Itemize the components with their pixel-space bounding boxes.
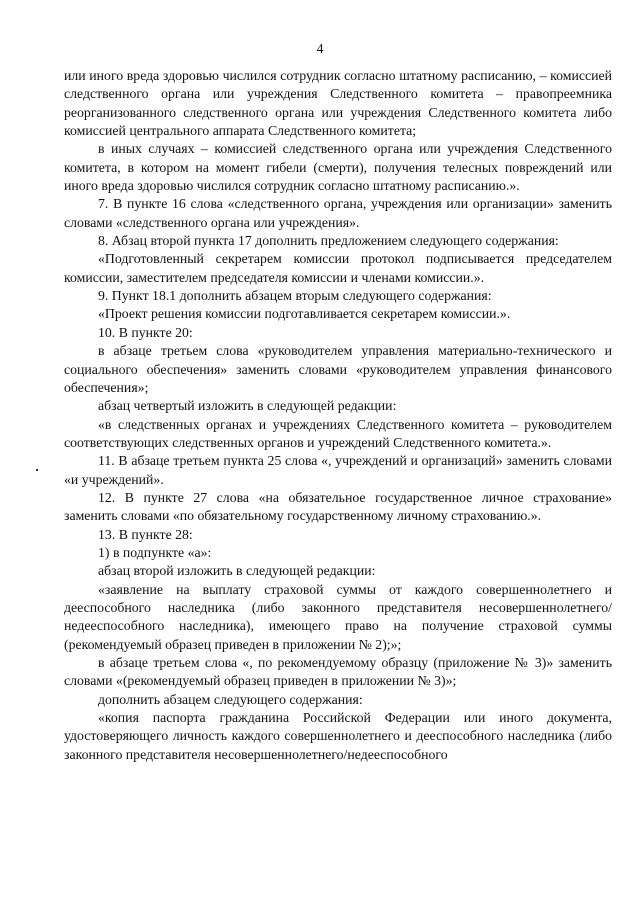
- paragraph-13: 12. В пункте 27 слова «на обязательное государственное личное страхование» заменить словами «по обязательному государственному личному страхованию.».: [64, 489, 612, 524]
- paragraph-3: 7. В пункте 16 слова «следственного органа, учреждения или организации» заменить словами «следственного органа или учреждения».: [64, 196, 612, 230]
- paragraph-17: «заявление на выплату страховой суммы от каждого совершеннолетнего и дееспособного наследника (либо законного представителя несовершеннолетнего/недееспособного наследника), имеющего право на получение страховой суммы (рекомендуемый образец приведен в приложении № 2);»;: [64, 581, 612, 652]
- paragraph-9: в абзаце третьем слова «руководителем управления материально-технического и социального обеспечения» заменить словами «руководителем управления финансового обеспечения»;: [64, 343, 612, 395]
- scan-speck: [36, 469, 38, 471]
- paragraph-15: 1) в подпункте «а»:: [98, 544, 212, 560]
- document-body: [64, 67, 612, 764]
- paragraph-16: абзац второй изложить в следующей редакции:: [98, 563, 376, 579]
- paragraph-11: «в следственных органах и учреждениях Следственного комитета – руководителем соответствующих следственных органов и учреждений Следственного комитета.».: [64, 416, 612, 450]
- paragraph-18: в абзаце третьем слова «, по рекомендуемому образцу (приложение № 3)» заменить словами «(рекомендуемый образец приведен в приложении № 3)»;: [64, 655, 612, 689]
- paragraph-2: в иных случаях – комиссией следственного органа или учреждения Следственного комитета, в котором на момент гибели (смерти), получения телесных повреждений или иного вреда здоровью числился сотрудник согласно штатному расписанию.».: [64, 141, 612, 194]
- paragraph-8: 10. В пункте 20:: [98, 324, 193, 340]
- paragraph-4: 8. Абзац второй пункта 17 дополнить предложением следующего содержания:: [98, 233, 559, 249]
- paragraph-10: абзац четвертый изложить в следующей редакции:: [98, 398, 397, 414]
- paragraph-14: 13. В пункте 28:: [98, 526, 193, 542]
- page-number: 4: [316, 42, 324, 57]
- paragraph-12: 11. В абзаце третьем пункта 25 слова «, учреждений и организаций» заменить словами «и учреждений».: [64, 453, 612, 487]
- paragraph-7: «Проект решения комиссии подготавливается секретарем комиссии.».: [98, 306, 511, 322]
- paragraph-6: 9. Пункт 18.1 дополнить абзацем вторым следующего содержания:: [98, 288, 492, 304]
- paragraph-1: или иного вреда здоровью числился сотрудник согласно штатному расписанию, – комиссией следственного органа или учреждения Следственного комитета – правопреемника реорганизованного следственного органа или учреждения Следственного комитета либо комиссией центрального аппарата Следственного комитета;: [64, 68, 612, 139]
- paragraph-5: «Подготовленный секретарем комиссии протокол подписывается председателем комиссии, заместителем председателя комиссии и членами комиссии.».: [64, 251, 612, 285]
- paragraph-20: «копия паспорта гражданина Российской Федерации или иного документа, удостоверяющего личность каждого совершеннолетнего и дееспособного наследника (либо законного представителя несовершеннолетнего/недееспособного: [64, 710, 612, 762]
- paragraph-19: дополнить абзацем следующего содержания:: [98, 691, 363, 707]
